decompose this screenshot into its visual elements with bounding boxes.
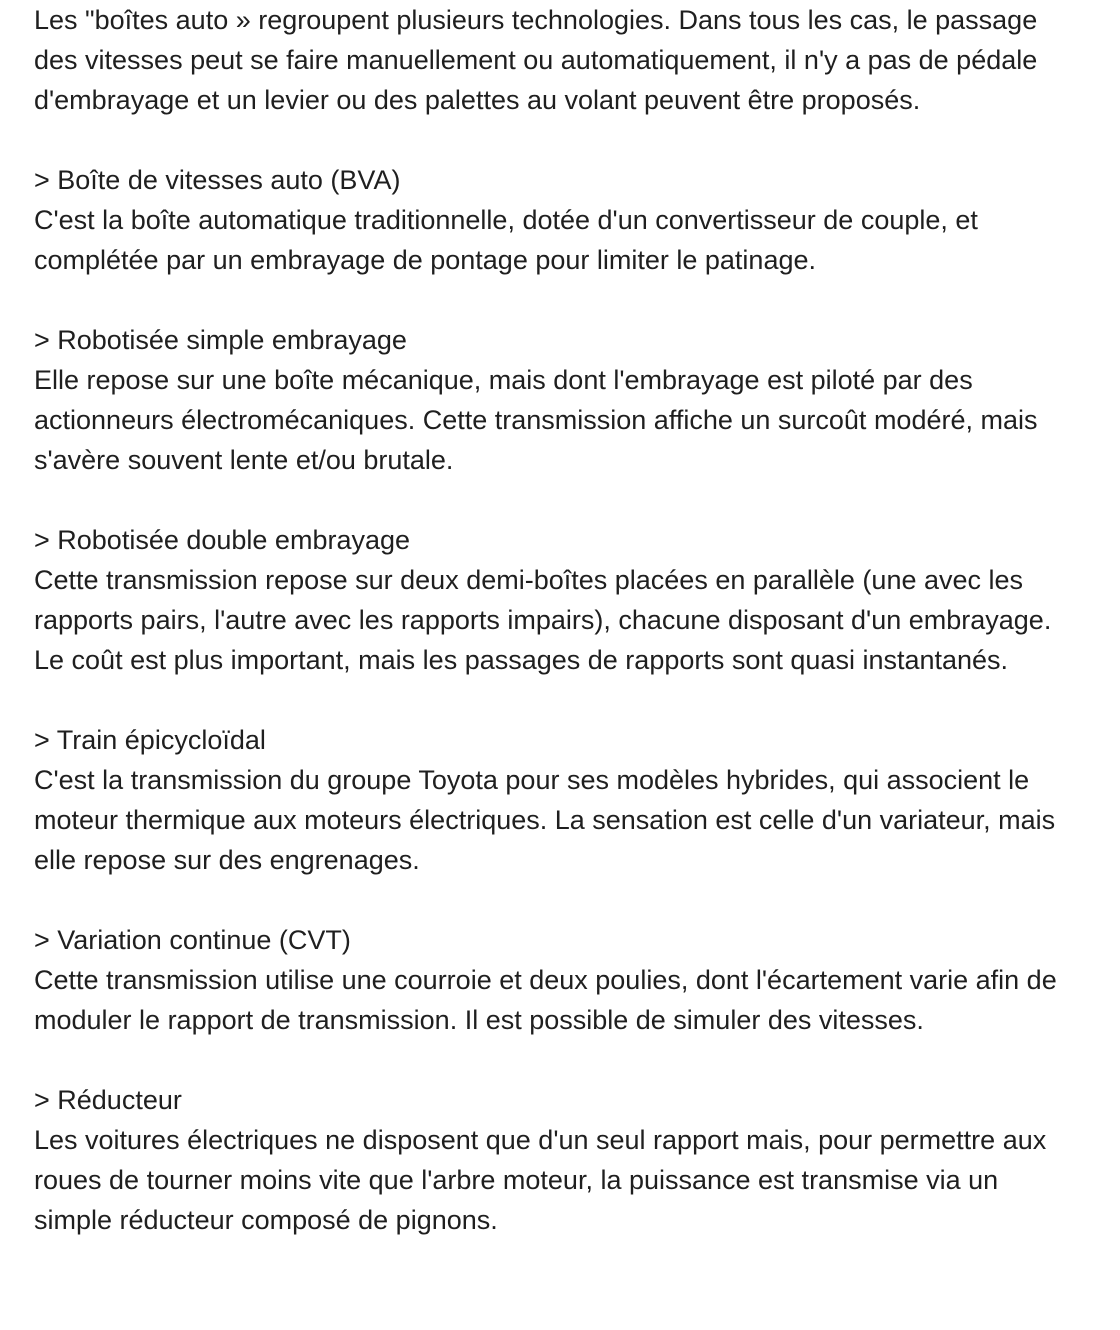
article-text bbox=[34, 0, 1074, 1240]
section-body: C'est la transmission du groupe Toyota pour ses modèles hybrides, qui associent le moteur thermique aux moteurs électriques. La sensation est celle d'un variateur, mais elle repose sur des engrenages. bbox=[34, 765, 1056, 875]
section-heading: > Variation continue (CVT) bbox=[34, 925, 351, 955]
section-reducteur bbox=[34, 1080, 1074, 1240]
section-body: Cette transmission utilise une courroie et deux poulies, dont l'écartement varie afin de moduler le rapport de transmission. Il est possible de simuler des vitesses. bbox=[34, 965, 1057, 1035]
section-train-epicycloidal bbox=[34, 720, 1074, 880]
section-heading: > Réducteur bbox=[34, 1085, 182, 1115]
section-cvt bbox=[34, 920, 1074, 1040]
section-body: C'est la boîte automatique traditionnelle, dotée d'un convertisseur de couple, et complétée par un embrayage de pontage pour limiter le patinage. bbox=[34, 205, 978, 275]
intro-paragraph: Les "boîtes auto » regroupent plusieurs technologies. Dans tous les cas, le passage des vitesses peut se faire manuellement ou automatiquement, il n'y a pas de pédale d'embrayage et un levier ou des palettes au volant peuvent être proposés. bbox=[34, 5, 1038, 115]
section-body: Elle repose sur une boîte mécanique, mais dont l'embrayage est piloté par des actionneurs électromécaniques. Cette transmission affiche un surcoût modéré, mais s'avère souvent lente et/ou brutale. bbox=[34, 365, 1038, 475]
section-heading: > Robotisée simple embrayage bbox=[34, 325, 407, 355]
section-robotisee-double bbox=[34, 520, 1074, 680]
section-body: Cette transmission repose sur deux demi-boîtes placées en parallèle (une avec les rapports pairs, l'autre avec les rapports impairs), chacune disposant d'un embrayage. Le coût est plus important, mais les passages de rapports sont quasi instantanés. bbox=[34, 565, 1052, 675]
section-body: Les voitures électriques ne disposent que d'un seul rapport mais, pour permettre aux roues de tourner moins vite que l'arbre moteur, la puissance est transmise via un simple réducteur composé de pignons. bbox=[34, 1125, 1047, 1235]
section-heading: > Boîte de vitesses auto (BVA) bbox=[34, 165, 401, 195]
section-heading: > Train épicycloïdal bbox=[34, 725, 266, 755]
section-robotisee-simple bbox=[34, 320, 1074, 480]
section-bva bbox=[34, 160, 1074, 280]
section-heading: > Robotisée double embrayage bbox=[34, 525, 411, 555]
